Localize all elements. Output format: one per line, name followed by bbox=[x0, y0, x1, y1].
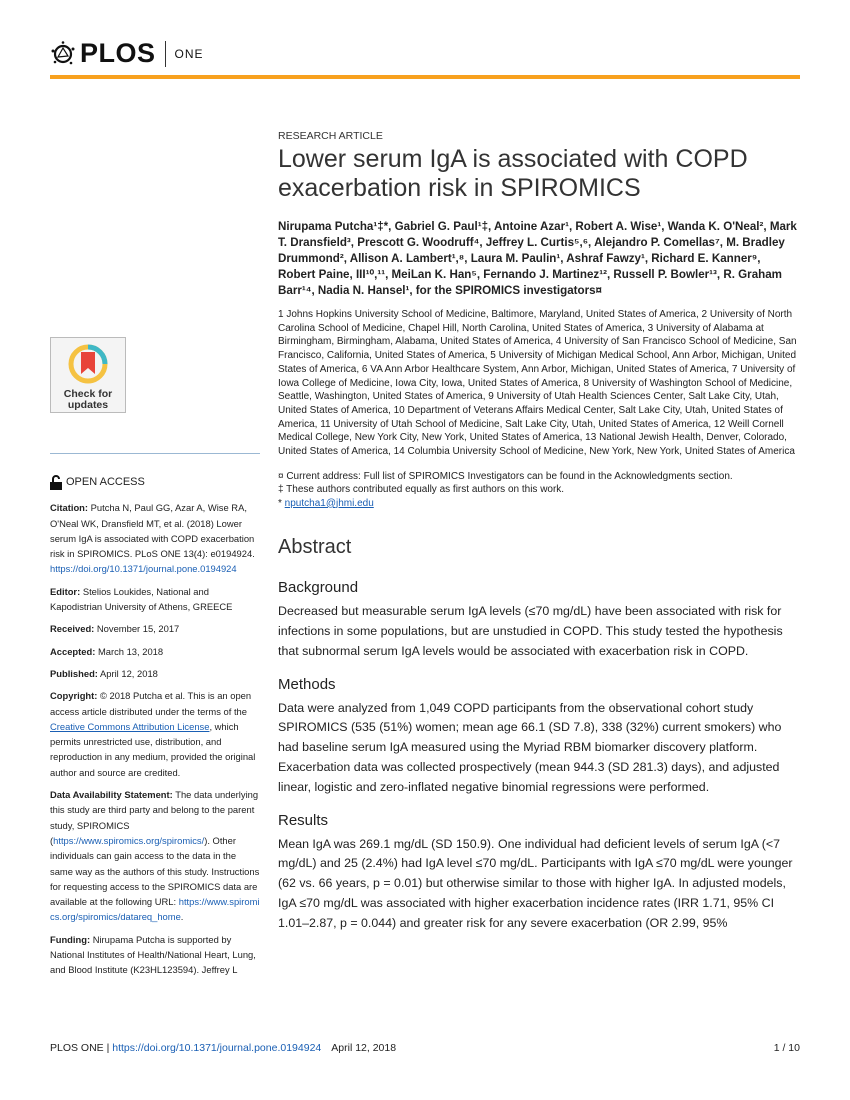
copyright-text-end: , which permits unrestricted use, distribution, and reproduction in any medium, provided the original author and source are credited. bbox=[50, 720, 256, 778]
plos-globe-icon bbox=[50, 41, 76, 67]
editor-text: Stelios Loukides, National and Kapodistrian University of Athens, GREECE bbox=[50, 585, 233, 613]
author-notes bbox=[278, 470, 800, 511]
journal-brand: PLOS bbox=[80, 38, 156, 68]
footer-date: April 12, 2018 bbox=[331, 1042, 397, 1054]
page-number: 1 / 10 bbox=[773, 1042, 800, 1054]
accepted bbox=[50, 644, 260, 659]
updates-label: updates bbox=[67, 399, 109, 411]
open-lock-icon bbox=[50, 475, 62, 490]
article-title: Lower serum IgA is associated with COPD exacerbation risk in SPIROMICS bbox=[278, 145, 748, 202]
abstract-heading: Abstract bbox=[278, 536, 352, 559]
citation-text: Putcha N, Paul GG, Azar A, Wise RA, O'Neal WK, Dransfield MT, et al. (2018) Lower serum IgA is associated with COPD exacerbation risk in SPIROMICS. PLoS ONE 13(4): e0194924. bbox=[50, 502, 255, 560]
published-label: Published: bbox=[50, 667, 98, 679]
funding-label: Funding: bbox=[50, 933, 91, 945]
methods-heading: Methods bbox=[278, 675, 336, 693]
footer-journal: PLOS ONE bbox=[50, 1042, 104, 1054]
page-footer bbox=[50, 1042, 800, 1054]
open-access-label: OPEN ACCESS bbox=[66, 476, 145, 488]
published bbox=[50, 666, 260, 681]
background-text: Decreased but measurable serum IgA levels (≤70 mg/dL) have been associated with risk for infections in some populations, but are unstudied in COPD. This study tested the hypothesis that subnormal serum IgA levels would be associated with exacerbation risk in COPD. bbox=[278, 604, 783, 658]
bookmark-ring-icon bbox=[66, 342, 110, 386]
email-link[interactable]: nputcha1@jhmi.edu bbox=[284, 497, 374, 509]
article-main bbox=[278, 130, 800, 934]
citation bbox=[50, 500, 260, 576]
sidebar-divider bbox=[50, 453, 260, 454]
author-list: Nirupama Putcha¹‡*, Gabriel G. Paul¹‡, Antoine Azar¹, Robert A. Wise¹, Wanda K. O'Neal², Mark T. Dransfield³, Prescott G. Woodruff⁴, Jeffrey L. Curtis⁵,⁶, Alejandro P. Comellas⁷, M. Bradley Drummond², Allison A. Lambert¹,⁸, Laura M. Paulin¹, Ashraf Fawzy¹, Richard E. Kanner⁹, Robert Paine, III¹⁰,¹¹, MeiLan K. Han⁵, Fernando J. Martinez¹², Russell P. Bowler¹³, R. Graham Barr¹⁴, Nadia N. Hansel¹, for the SPIROMICS investigators¤ bbox=[278, 220, 797, 297]
open-access-badge bbox=[50, 475, 260, 490]
footer-doi-link[interactable]: https://doi.org/10.1371/journal.pone.0194924 bbox=[112, 1042, 322, 1054]
article-info-sidebar bbox=[50, 475, 260, 985]
citation-doi-link[interactable]: https://doi.org/10.1371/journal.pone.0194924 bbox=[50, 563, 237, 575]
logo-divider bbox=[165, 41, 166, 67]
footer-separator: | bbox=[103, 1042, 113, 1054]
received-label: Received: bbox=[50, 623, 95, 635]
journal-name: ONE bbox=[174, 46, 204, 61]
data-text-end: . bbox=[180, 911, 184, 923]
affiliations: 1 Johns Hopkins University School of Medicine, Baltimore, Maryland, United States of America, 2 University of North Carolina School of Medicine, Chapel Hill, North Carolina, United States of America, 3 University of Alabama at Birmingham, Birmingham, Alabama, United States of America, 4 University of San Francisco School of Medicine, San Francisco, California, United States of America, 5 University of Michigan Medical School, Ann Arbor, Michigan, United States of America, 6 VA Ann Arbor Healthcare System, Ann Arbor, Michigan, United States of America, 7 University of Iowa College of Medicine, Iowa City, Iowa, United States of America, 8 University of Washington School of Medicine, Seattle, Washington, United States of America, 9 University of Utah Health Sciences Center, Salt Lake City, Utah, United States of America, 10 Department of Veterans Affairs Medical Center, Salt Lake City, Utah, United States of America, 11 University of Utah School of Medicine, Salt Lake City, Utah, United States of America, 12 Weill Cornell Medical College, New York City, New York, United States of America, 13 National Jewish Health, Denver, Colorado, United States of America, 14 Columbia University School of Medicine, New York, New York, United States of America bbox=[278, 309, 797, 458]
results-heading: Results bbox=[278, 811, 329, 829]
current-address-note: ¤ Current address: Full list of SPIROMICS Investigators can be found in the Acknowledgments section. bbox=[278, 470, 733, 482]
article-type: RESEARCH ARTICLE bbox=[278, 130, 383, 142]
check-label: Check for bbox=[63, 388, 113, 400]
funding-text: Nirupama Putcha is supported by National Institutes of Health/National Heart, Lung, and Blood Institute (K23HL123594). Jeffrey L bbox=[50, 933, 256, 976]
editor bbox=[50, 584, 260, 615]
copyright-label: Copyright: bbox=[50, 690, 98, 702]
results-text: Mean IgA was 269.1 mg/dL (SD 150.9). One individual had deficient levels of serum IgA (<7 mg/dL) and 25 (2.4%) had IgA level ≤70 mg/dL. Participants with IgA ≤70 mg/dL were younger (62 vs. 66 years, p = 0.01) but otherwise similar to those with higher IgA. In adjusted models, IgA ≤70 mg/dL was associated with higher exacerbation incidence rates (IRR 1.71, 95% CI 1.01–2.87, p = 0.044) and greater risk for any severe exacerbation (OR 2.99, 95% bbox=[278, 836, 793, 930]
data-text: The data underlying this study are third party and belong to the parent study, SPIROMICS ( bbox=[50, 789, 259, 846]
spiromics-link[interactable]: https://www.spiromics.org/spiromics/ bbox=[53, 834, 205, 846]
accepted-date: March 13, 2018 bbox=[97, 645, 164, 657]
copyright bbox=[50, 688, 260, 780]
citation-label: Citation: bbox=[50, 502, 89, 514]
data-text-mid: ). Other individuals can gain access to the data in the same way as the authors of this study. Instructions for requesting access to the SPIROMICS data are available at the following URL: bbox=[50, 834, 260, 908]
check-for-updates-badge[interactable] bbox=[50, 337, 126, 413]
methods-text: Data were analyzed from 1,049 COPD participants from the observational cohort study SPIROMICS (535 (51%) women; mean age 66.1 (SD 7.8), 338 (32%) current smokers) who had baseline serum IgA measured using the Myriad RBM biomarker discovery platform. Exacerbation data was collected prospectively (mean 944.3 (SD 281.3) days), and adjusted linear, logistic and zero-inflated negative binomial regressions were performed. bbox=[278, 700, 782, 794]
background-heading: Background bbox=[278, 579, 359, 597]
equal-contribution-note: ‡ These authors contributed equally as first authors on this work. bbox=[278, 484, 565, 496]
copyright-text: © 2018 Putcha et al. This is an open access article distributed under the terms of the bbox=[50, 690, 252, 717]
editor-label: Editor: bbox=[50, 585, 81, 597]
datareq-link[interactable]: https://www.spiromics.org/spiromics/datareq_home bbox=[50, 896, 260, 923]
data-availability-label: Data Availability Statement: bbox=[50, 789, 173, 801]
header-rule bbox=[50, 75, 800, 79]
journal-logo bbox=[50, 38, 204, 69]
corresponding-note bbox=[278, 497, 800, 511]
asterisk: * bbox=[278, 497, 285, 509]
published-date: April 12, 2018 bbox=[100, 667, 158, 679]
license-link[interactable]: Creative Commons Attribution License bbox=[50, 720, 210, 732]
received-date: November 15, 2017 bbox=[96, 623, 180, 635]
funding bbox=[50, 932, 260, 978]
received bbox=[50, 621, 260, 636]
accepted-label: Accepted: bbox=[50, 645, 96, 657]
data-availability bbox=[50, 787, 260, 925]
